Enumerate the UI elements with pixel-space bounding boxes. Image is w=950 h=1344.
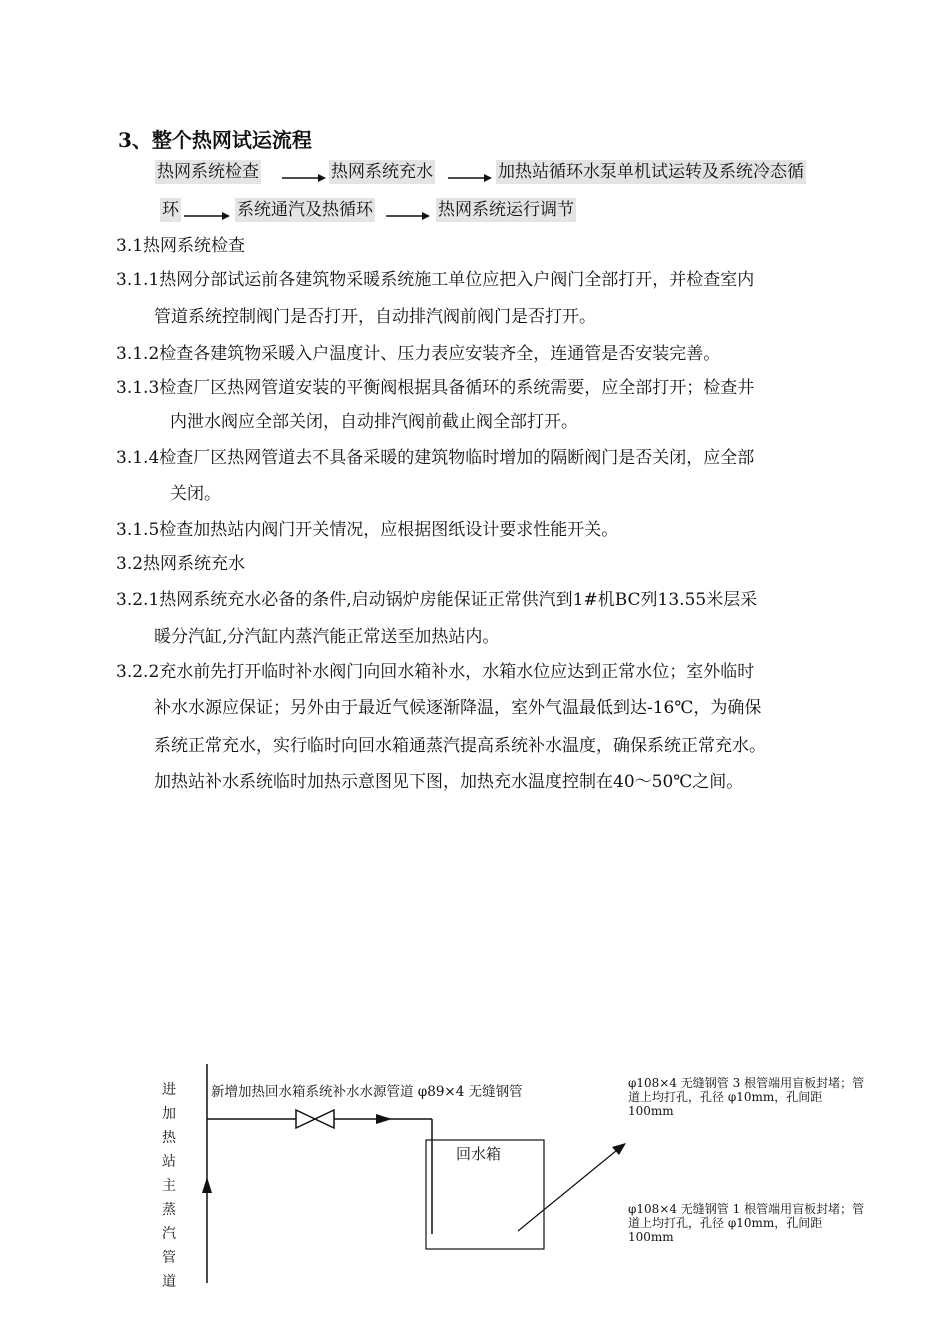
flow-step-system-check: 热网系统检查 [157, 162, 259, 182]
paragraph-3-1-1-cont: 管道系统控制阀门是否打开，自动排汽阀前阀门是否打开。 [154, 307, 596, 327]
paragraph-3-1-3: 3.1.3检查厂区热网管道安装的平衡阀根据具备循环的系统需要，应全部打开；检查井 [116, 378, 755, 398]
paragraph-3-1-3-cont: 内泄水阀应全部关闭，自动排汽阀前截止阀全部打开。 [170, 412, 578, 432]
vertical-label-char: 热 [162, 1130, 176, 1146]
heading-3-1: 3.1热网系统检查 [116, 236, 246, 256]
pointer-line [518, 1146, 622, 1231]
flow-arrow-3 [184, 198, 230, 222]
flow-arrow-2 [448, 160, 492, 184]
flow-step-pump-trial-cont: 环 [162, 200, 179, 220]
paragraph-3-2-1-cont: 暖分汽缸,分汽缸内蒸汽能正常送至加热站内。 [154, 627, 500, 647]
flow-arrow-1 [282, 160, 326, 184]
paragraph-3-2-2-cont-3: 加热站补水系统临时加热示意图见下图，加热充水温度控制在40～50℃之间。 [154, 772, 744, 792]
flow-step-water-fill: 热网系统充水 [331, 162, 433, 182]
vertical-label-char: 道 [162, 1274, 176, 1290]
paragraph-3-1-5: 3.1.5检查加热站内阀门开关情况，应根据图纸设计要求性能开关。 [116, 520, 619, 540]
paragraph-3-1-4: 3.1.4检查厂区热网管道去不具备采暖的建筑物临时增加的隔断阀门是否关闭，应全部 [116, 448, 755, 468]
vertical-label-char: 蒸 [162, 1202, 176, 1218]
vertical-label-char: 主 [162, 1178, 176, 1194]
vertical-label-char: 汽 [162, 1226, 176, 1242]
heading-3-2: 3.2热网系统充水 [116, 554, 246, 574]
steam-flow-arrow-up [202, 1177, 212, 1193]
vertical-label-char: 站 [162, 1154, 176, 1170]
paragraph-3-1-1: 3.1.1热网分部试运前各建筑物采暖系统施工单位应把入户阀门全部打开，并检查室内 [116, 270, 755, 290]
section-title: 3、整个热网试运流程 [118, 128, 312, 152]
note-bottom: φ108×4 无缝钢管 1 根管端用盲板封堵；管道上均打孔，孔径 φ10mm，孔间距 100mm [628, 1202, 865, 1244]
flow-step-operation-adjust: 热网系统运行调节 [438, 200, 574, 220]
vertical-label-char: 进 [162, 1082, 176, 1098]
note-top: φ108×4 无缝钢管 3 根管端用盲板封堵；管道上均打孔，孔径 φ10mm，孔间距 100mm [628, 1076, 865, 1118]
flow-step-pump-trial: 加热站循环水泵单机试运转及系统冷态循 [498, 162, 804, 182]
paragraph-3-2-2-cont-2: 系统正常充水，实行临时向回水箱通蒸汽提高系统补水温度，确保系统正常充水。 [154, 736, 766, 756]
valve-icon [296, 1110, 334, 1128]
paragraph-3-1-4-cont: 关闭。 [170, 484, 221, 504]
tank-label: 回水箱 [456, 1145, 502, 1163]
paragraph-3-1-2: 3.1.2检查各建筑物采暖入户温度计、压力表应安装齐全，连通管是否安装完善。 [116, 344, 721, 364]
paragraph-3-2-2: 3.2.2充水前先打开临时补水阀门向回水箱补水，水箱水位应达到正常水位；室外临时 [116, 662, 755, 682]
vertical-label-char: 管 [162, 1250, 176, 1266]
paragraph-3-2-2-cont-1: 补水水源应保证；另外由于最近气候逐渐降温，室外气温最低到达-16℃，为确保 [154, 698, 762, 718]
flow-step-steam-circulation: 系统通汽及热循环 [237, 200, 373, 220]
vertical-label-char: 加 [162, 1106, 176, 1122]
paragraph-3-2-1: 3.2.1热网系统充水必备的条件,启动锅炉房能保证正常供汽到1#机BC列13.55米层采 [116, 590, 758, 610]
flow-arrow-4 [386, 198, 430, 222]
flow-arrow-right [376, 1114, 392, 1124]
pipe-label: 新增加热回水箱系统补水水源管道 φ89×4 无缝钢管 [211, 1084, 523, 1100]
